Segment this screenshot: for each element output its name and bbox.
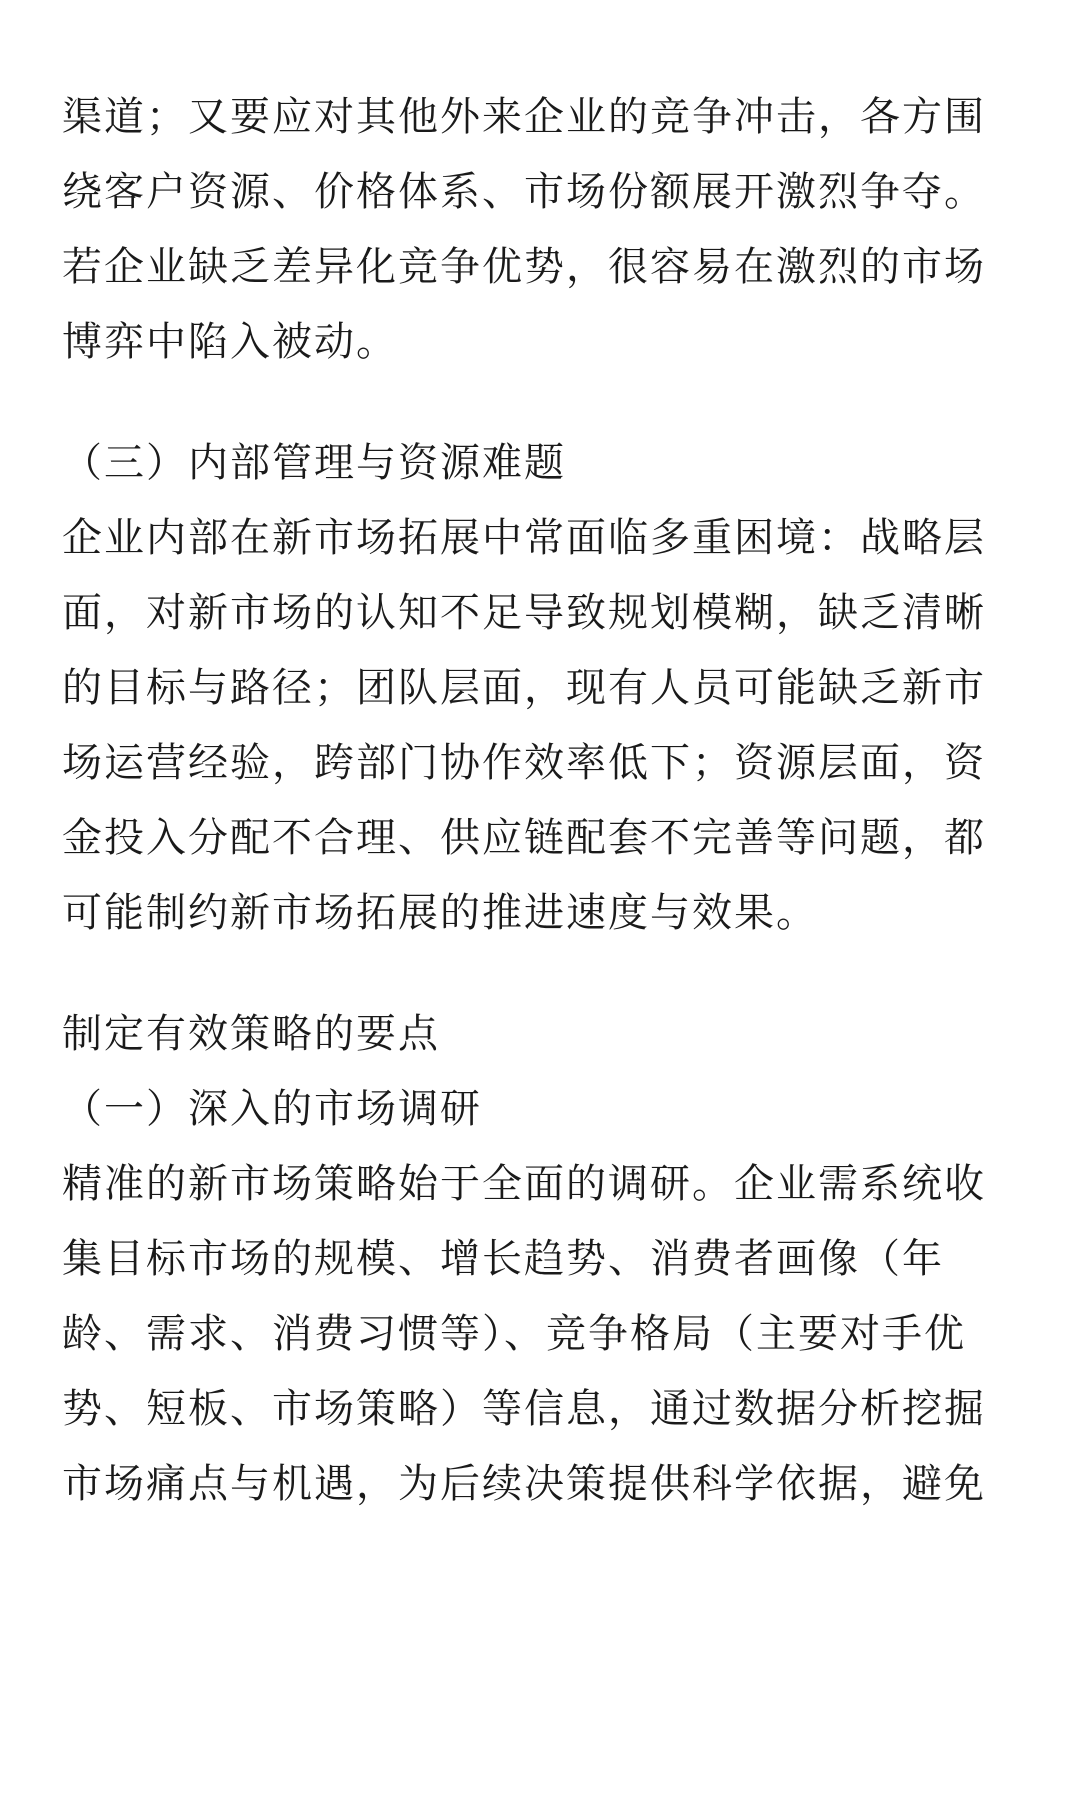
text-line: 精准的新市场策略始于全面的调研。企业需系统收 (62, 1161, 986, 1207)
paragraph-internal-difficulties (62, 501, 1022, 951)
text-line: 市场痛点与机遇，为后续决策提供科学依据，避免 (62, 1461, 986, 1507)
article-body (62, 80, 1022, 1522)
text-line: 场运营经验，跨部门协作效率低下；资源层面，资 (62, 740, 986, 786)
text-line: 势、短板、市场策略）等信息，通过数据分析挖掘 (62, 1386, 986, 1432)
text-line: 若企业缺乏差异化竞争优势，很容易在激烈的市场 (62, 244, 986, 290)
text-line: 可能制约新市场拓展的推进速度与效果。 (62, 890, 818, 936)
text-line: 的目标与路径；团队层面，现有人员可能缺乏新市 (62, 665, 986, 711)
subheading-market-research: （一）深入的市场调研 (62, 1086, 482, 1132)
text-line: 企业内部在新市场拓展中常面临多重困境：战略层 (62, 515, 986, 561)
text-line: 龄、需求、消费习惯等）、竞争格局（主要对手优 (62, 1311, 966, 1357)
text-line: 集目标市场的规模、增长趋势、消费者画像（年 (62, 1236, 944, 1282)
paragraph-market-competition (62, 80, 1022, 380)
text-line: 金投入分配不合理、供应链配套不完善等问题，都 (62, 815, 986, 861)
subheading-internal-management: （三）内部管理与资源难题 (62, 440, 566, 486)
text-line: 面，对新市场的认知不足导致规划模糊，缺乏清晰 (62, 590, 986, 636)
text-line: 博弈中陷入被动。 (62, 319, 398, 365)
paragraph-market-research (62, 1147, 1022, 1522)
text-line: 绕客户资源、价格体系、市场份额展开激烈争夺。 (62, 169, 986, 215)
text-line: 渠道；又要应对其他外来企业的竞争冲击，各方围 (62, 94, 986, 140)
section-heading-strategy-points: 制定有效策略的要点 (62, 1011, 440, 1057)
